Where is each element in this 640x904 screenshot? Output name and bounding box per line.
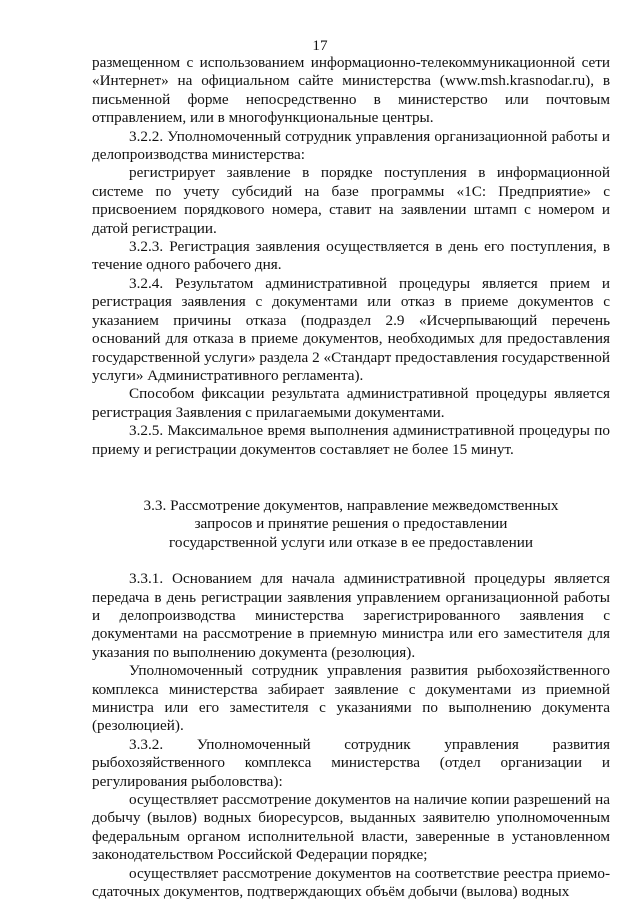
paragraph-3-2-2: 3.2.2. Уполномоченный сотрудник управления организационной работы и делопроизводства министерства: xyxy=(92,127,610,164)
paragraph-3-2-5: 3.2.5. Максимальное время выполнения административной процедуры по приему и регистрации документов составляет не более 15 минут. xyxy=(92,422,610,458)
paragraph-3-2-4: 3.2.4. Результатом административной процедуры является прием и регистрация заявления с документами или отказ в приеме документов с указанием причины отказа (подраздел 2.9 «Исчерпывающий перечень оснований для отказа в приеме документов, необходимых для предоставления государственной услуги» раздела 2 «Стандарт предоставления государственной услуги» Административного регламента). xyxy=(92,274,610,384)
section-heading-3-3 xyxy=(92,497,610,552)
section-heading-line: государственной услуги или отказе в ее предоставлении xyxy=(169,533,533,551)
paragraph-3-2-3: 3.2.3. Регистрация заявления осуществляется в день его поступления, в течение одного рабочего дня. xyxy=(92,238,610,274)
paragraph-registry-review: осуществляет рассмотрение документов на соответствие реестра приемо-сдаточных документов, подтверждающих объём добычи (вылова) водных xyxy=(92,864,610,901)
section-heading-line: 3.3. Рассмотрение документов, направление межведомственных xyxy=(143,496,559,514)
paragraph-fixation-method: Способом фиксации результата административной процедуры является регистрация Заявления с прилагаемыми документами. xyxy=(92,385,610,421)
document-body xyxy=(92,54,610,901)
paragraph-3-3-2: 3.3.2. Уполномоченный сотрудник управления развития рыбохозяйственного комплекса министерства (отдел организации и регулирования рыболовства): xyxy=(92,735,610,790)
paragraph-3-3-1: 3.3.1. Основанием для начала административной процедуры является передача в день регистрации заявления управлением организационной работы и делопроизводства министерства зарегистрированного заявления с документами на рассмотрение в приемную министра или его заместителя для указания по выполнению документа (резолюция). xyxy=(92,570,610,661)
paragraph-continuation: размещенном с использованием информационно-телекоммуникационной сети «Интернет» на официальном сайте министерства (www.msh.krasnodar.ru), в письменной форме непосредственно в министерство или почтовым отправлением, или в многофункциональные центры. xyxy=(92,54,610,127)
paragraph-registration-duty: регистрирует заявление в порядке поступления в информационной системе по учету субсидий на базе программы «1С: Предприятие» с присвоением порядкового номера, ставит на заявлении штамп с номером и датой регистрации. xyxy=(92,164,610,237)
paragraph-authorized-employee: Уполномоченный сотрудник управления развития рыбохозяйственного комплекса министерства забирает заявление с документами из приемной министра или его заместителя с указаниями по выполнению документа (резолюцией). xyxy=(92,662,610,735)
page-number: 17 xyxy=(312,37,328,54)
section-heading-line: запросов и принятие решения о предоставлении xyxy=(194,515,508,533)
paragraph-permits-review: осуществляет рассмотрение документов на наличие копии разрешений на добычу (вылов) водных биоресурсов, выданных заявителю уполномоченным федеральным органом исполнительной власти, заверенные в установленном законодательством Российской Федерации порядке; xyxy=(92,791,610,864)
